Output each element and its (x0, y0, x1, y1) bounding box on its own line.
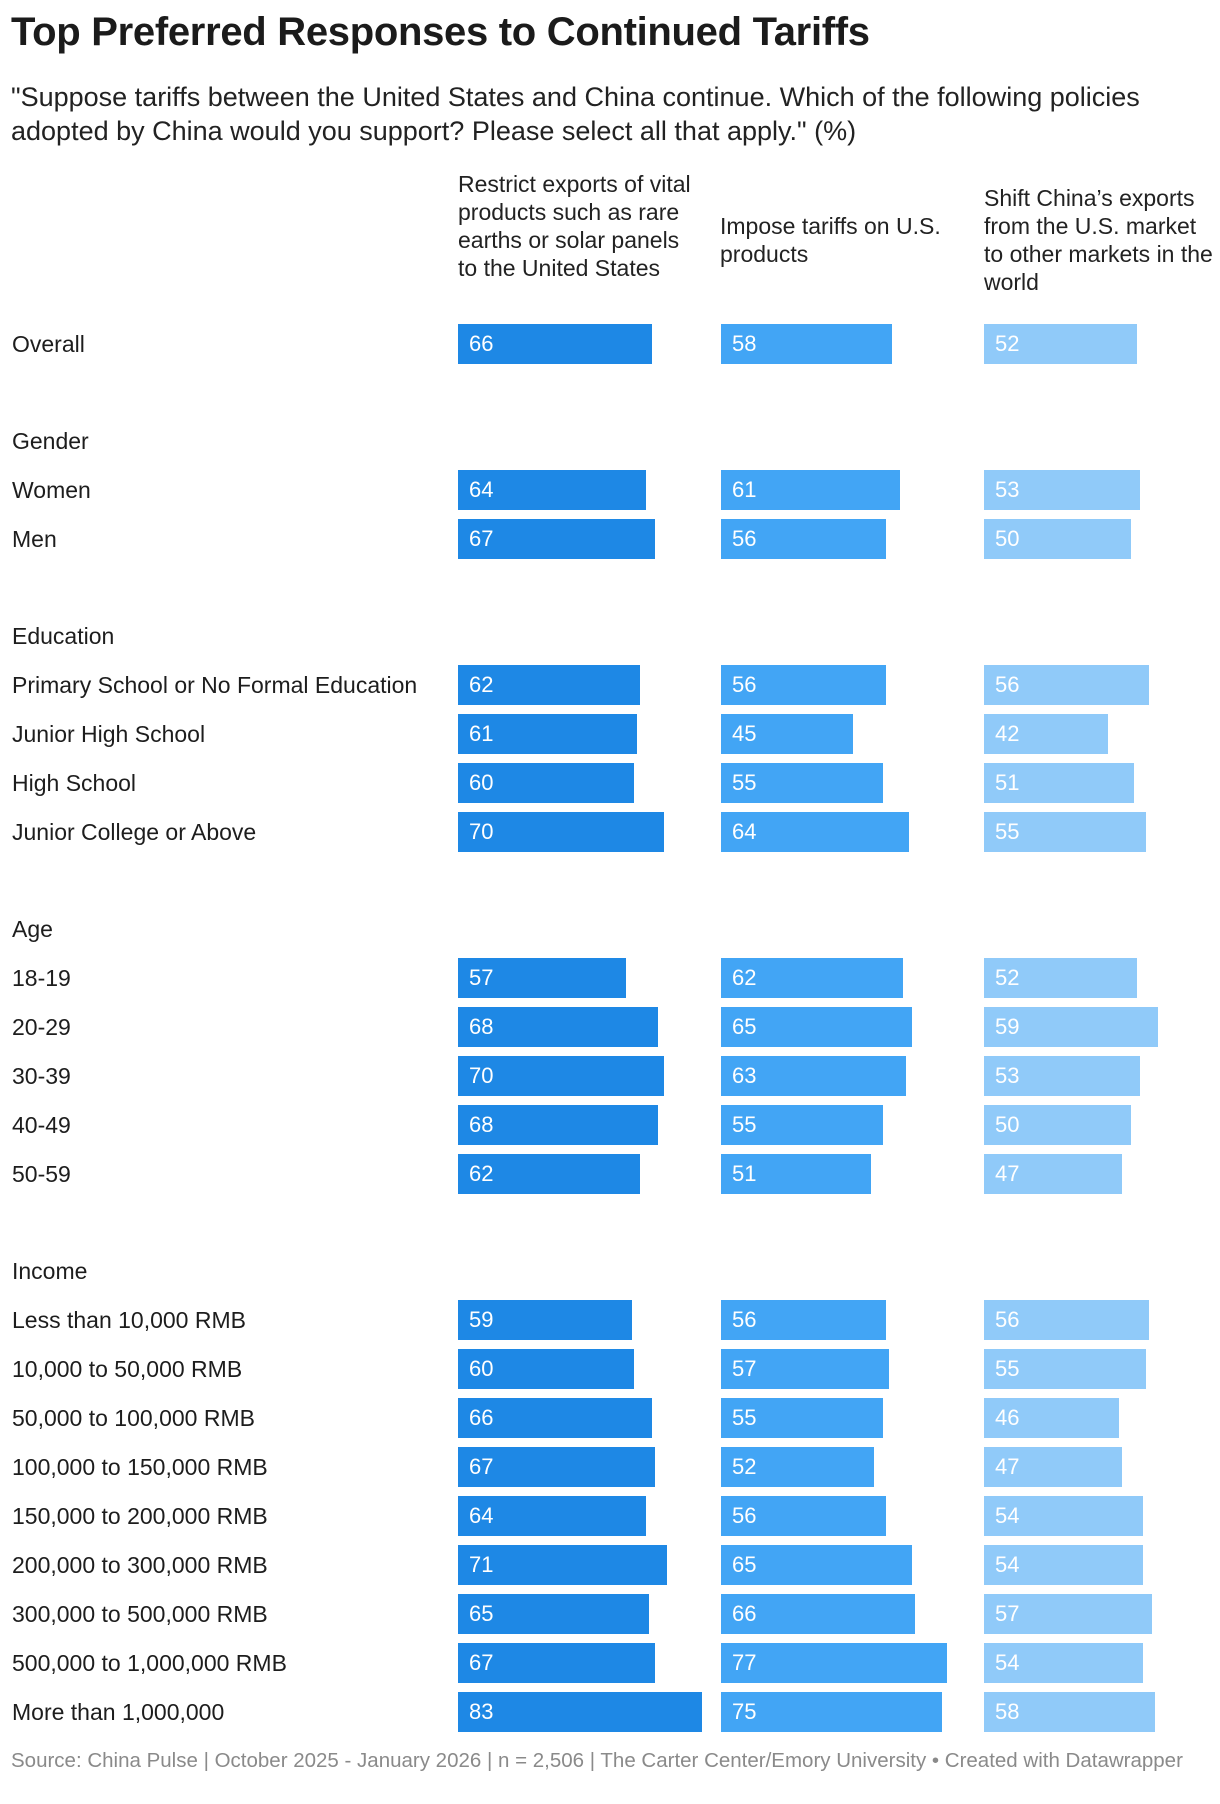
row-label-high-school: High School (12, 770, 137, 796)
value-label-women-series-3: 53 (995, 477, 1020, 502)
value-label-40-49-series-3: 50 (995, 1112, 1020, 1137)
row-label-300-000-to-500-000-rmb: 300,000 to 500,000 RMB (12, 1601, 268, 1627)
value-label-100-000-to-150-000-rmb-series-1: 67 (469, 1454, 494, 1479)
row-label-18-19: 18-19 (12, 965, 71, 991)
value-label-less-than-10-000-rmb-series-1: 59 (469, 1307, 494, 1332)
row-label-junior-college-or-above: Junior College or Above (12, 819, 257, 845)
value-label-men-series-2: 56 (732, 526, 757, 551)
value-label-40-49-series-2: 55 (732, 1112, 757, 1137)
value-label-primary-school-or-no-formal-education-series-3: 56 (995, 672, 1020, 697)
value-label-overall-series-2: 58 (732, 331, 757, 356)
value-label-100-000-to-150-000-rmb-series-2: 52 (732, 1454, 757, 1479)
row-label-overall: Overall (12, 331, 85, 357)
row-label-20-29: 20-29 (12, 1014, 71, 1040)
value-label-30-39-series-1: 70 (469, 1063, 494, 1088)
value-label-300-000-to-500-000-rmb-series-1: 65 (469, 1601, 494, 1626)
value-label-18-19-series-3: 52 (995, 965, 1020, 990)
value-label-18-19-series-1: 57 (469, 965, 494, 990)
row-label-50-000-to-100-000-rmb: 50,000 to 100,000 RMB (12, 1405, 255, 1431)
row-label-junior-high-school: Junior High School (12, 721, 206, 747)
group-label-age: Age (12, 916, 53, 942)
value-label-junior-college-or-above-series-2: 64 (732, 819, 757, 844)
value-label-300-000-to-500-000-rmb-series-3: 57 (995, 1601, 1020, 1626)
value-label-primary-school-or-no-formal-education-series-2: 56 (732, 672, 757, 697)
chart-title: Top Preferred Responses to Continued Tariffs (11, 10, 870, 54)
value-label-women-series-2: 61 (732, 477, 757, 502)
value-label-junior-high-school-series-1: 61 (469, 721, 494, 746)
value-label-50-59-series-1: 62 (469, 1161, 494, 1186)
value-label-junior-college-or-above-series-3: 55 (995, 819, 1020, 844)
value-label-50-000-to-100-000-rmb-series-1: 66 (469, 1405, 494, 1430)
source-footer: Source: China Pulse | October 2025 - January 2026 | n = 2,506 | The Carter Center/Emory University • Created with Datawrapper (11, 1749, 1183, 1772)
value-label-150-000-to-200-000-rmb-series-3: 54 (995, 1503, 1020, 1528)
row-label-50-59: 50-59 (12, 1161, 71, 1187)
value-label-10-000-to-50-000-rmb-series-1: 60 (469, 1356, 494, 1381)
value-label-500-000-to-1-000-000-rmb-series-1: 67 (469, 1650, 494, 1675)
value-label-300-000-to-500-000-rmb-series-2: 66 (732, 1601, 757, 1626)
value-label-500-000-to-1-000-000-rmb-series-2: 77 (732, 1650, 757, 1675)
row-label-primary-school-or-no-formal-education: Primary School or No Formal Education (12, 672, 418, 698)
value-label-men-series-3: 50 (995, 526, 1020, 551)
bar-more-than-1-000-000-series-1 (458, 1692, 702, 1732)
value-label-high-school-series-3: 51 (995, 770, 1020, 795)
value-label-200-000-to-300-000-rmb-series-3: 54 (995, 1552, 1020, 1577)
value-label-50-59-series-2: 51 (732, 1161, 757, 1186)
value-label-more-than-1-000-000-series-1: 83 (469, 1699, 494, 1724)
row-label-100-000-to-150-000-rmb: 100,000 to 150,000 RMB (12, 1454, 268, 1480)
row-label-500-000-to-1-000-000-rmb: 500,000 to 1,000,000 RMB (12, 1650, 287, 1676)
value-label-50-000-to-100-000-rmb-series-3: 46 (995, 1405, 1020, 1430)
row-label-30-39: 30-39 (12, 1063, 71, 1089)
value-label-more-than-1-000-000-series-3: 58 (995, 1699, 1020, 1724)
column-header-restrict-exports: Restrict exports of vital products such as rare earths or solar panels to the United States (458, 171, 691, 281)
value-label-20-29-series-2: 65 (732, 1014, 757, 1039)
value-label-primary-school-or-no-formal-education-series-1: 62 (469, 672, 494, 697)
row-label-40-49: 40-49 (12, 1112, 71, 1138)
value-label-high-school-series-2: 55 (732, 770, 757, 795)
group-label-education: Education (12, 623, 115, 649)
value-label-100-000-to-150-000-rmb-series-3: 47 (995, 1454, 1020, 1479)
value-label-200-000-to-300-000-rmb-series-2: 65 (732, 1552, 757, 1577)
row-label-150-000-to-200-000-rmb: 150,000 to 200,000 RMB (12, 1503, 268, 1529)
value-label-18-19-series-2: 62 (732, 965, 757, 990)
value-label-high-school-series-1: 60 (469, 770, 494, 795)
value-label-more-than-1-000-000-series-2: 75 (732, 1699, 757, 1724)
group-label-gender: Gender (12, 428, 89, 454)
row-label-less-than-10-000-rmb: Less than 10,000 RMB (12, 1307, 246, 1333)
column-header-shift-exports: Shift China’s exports from the U.S. market to other markets in the world (984, 185, 1213, 295)
value-label-10-000-to-50-000-rmb-series-2: 57 (732, 1356, 757, 1381)
value-label-500-000-to-1-000-000-rmb-series-3: 54 (995, 1650, 1020, 1675)
value-label-40-49-series-1: 68 (469, 1112, 494, 1137)
value-label-junior-high-school-series-3: 42 (995, 721, 1020, 746)
value-label-men-series-1: 67 (469, 526, 494, 551)
value-label-200-000-to-300-000-rmb-series-1: 71 (469, 1552, 494, 1577)
value-label-junior-college-or-above-series-1: 70 (469, 819, 494, 844)
row-label-more-than-1-000-000: More than 1,000,000 (12, 1699, 225, 1725)
row-label-women: Women (12, 477, 91, 503)
value-label-30-39-series-2: 63 (732, 1063, 757, 1088)
value-label-junior-high-school-series-2: 45 (732, 721, 757, 746)
value-label-50-000-to-100-000-rmb-series-2: 55 (732, 1405, 757, 1430)
value-label-20-29-series-3: 59 (995, 1014, 1020, 1039)
value-label-30-39-series-3: 53 (995, 1063, 1020, 1088)
column-header-impose-tariffs: Impose tariffs on U.S. products (720, 213, 941, 267)
value-label-20-29-series-1: 68 (469, 1014, 494, 1039)
value-label-50-59-series-3: 47 (995, 1161, 1020, 1186)
value-label-10-000-to-50-000-rmb-series-3: 55 (995, 1356, 1020, 1381)
chart-subtitle: "Suppose tariffs between the United States and China continue. Which of the following policies adopted by China would you support? Please select all that apply." (%) (11, 82, 1140, 146)
value-label-less-than-10-000-rmb-series-2: 56 (732, 1307, 757, 1332)
row-label-men: Men (12, 526, 57, 552)
value-label-150-000-to-200-000-rmb-series-1: 64 (469, 1503, 494, 1528)
value-label-150-000-to-200-000-rmb-series-2: 56 (732, 1503, 757, 1528)
row-label-10-000-to-50-000-rmb: 10,000 to 50,000 RMB (12, 1356, 243, 1382)
value-label-women-series-1: 64 (469, 477, 494, 502)
row-label-200-000-to-300-000-rmb: 200,000 to 300,000 RMB (12, 1552, 268, 1578)
value-label-less-than-10-000-rmb-series-3: 56 (995, 1307, 1020, 1332)
value-label-overall-series-1: 66 (469, 331, 494, 356)
value-label-overall-series-3: 52 (995, 331, 1020, 356)
group-label-income: Income (12, 1258, 88, 1284)
